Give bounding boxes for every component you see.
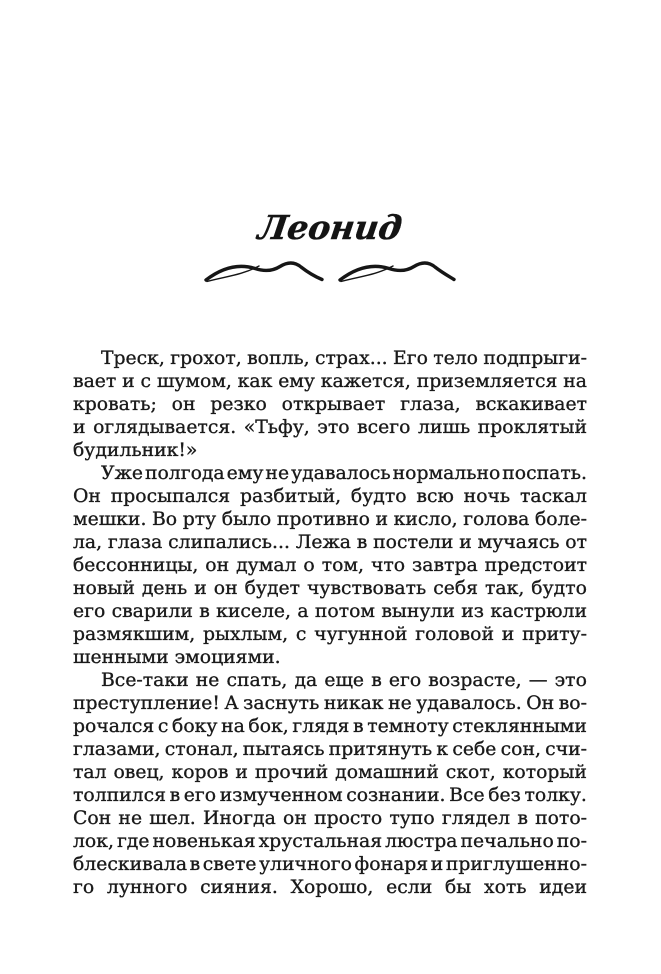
- text-line: [73, 761, 587, 784]
- word: с: [295, 624, 307, 645]
- word: Он: [526, 693, 555, 714]
- word: противно: [276, 509, 370, 530]
- word: Его: [393, 348, 428, 369]
- word: вынули: [381, 601, 455, 622]
- word: завтра: [412, 555, 478, 576]
- word: хоть: [484, 877, 527, 898]
- word: да: [294, 670, 318, 691]
- text-line: [73, 623, 587, 646]
- word: глядя: [292, 716, 350, 737]
- word: и: [459, 532, 472, 553]
- word: стеклянными: [452, 716, 587, 737]
- text-line: [73, 462, 587, 485]
- word: кастрюли: [490, 601, 587, 622]
- word: Уже: [101, 463, 143, 484]
- word: люстра: [385, 831, 458, 852]
- word: бы: [444, 877, 472, 898]
- word: пытаясь: [242, 739, 325, 760]
- text-line: [73, 370, 587, 393]
- word: тупо: [389, 808, 435, 829]
- chapter-title: Леонид: [255, 208, 405, 247]
- word: го: [73, 877, 95, 898]
- text-line: [73, 416, 587, 439]
- word: резко: [210, 394, 267, 415]
- word: грохот,: [170, 348, 242, 369]
- word: вскакивает: [475, 394, 587, 415]
- word: таскал: [519, 486, 587, 507]
- paragraph: [73, 347, 587, 462]
- word: идеи: [539, 877, 587, 898]
- chapter-header: [74, 208, 586, 248]
- wavy-flourish-icon: [203, 252, 457, 286]
- text-line: [73, 692, 587, 715]
- word: в: [517, 808, 528, 829]
- word: по-: [556, 831, 587, 852]
- word: потом: [314, 601, 376, 622]
- word: возрасте,: [428, 670, 522, 691]
- word: приземляется: [416, 371, 558, 392]
- word: прочий: [254, 762, 329, 783]
- word: просыпался: [110, 486, 231, 507]
- word: —: [528, 670, 548, 691]
- word: он: [205, 555, 230, 576]
- word: это: [317, 417, 350, 438]
- word: кровать;: [73, 394, 157, 415]
- word: «Тьфу,: [243, 417, 310, 438]
- word: скот,: [445, 762, 496, 783]
- word: который: [502, 762, 587, 783]
- paragraph: [73, 669, 587, 899]
- word: удавалось.: [416, 693, 522, 714]
- word: фонаря: [354, 854, 429, 875]
- word: глаза,: [400, 394, 461, 415]
- word: хрустальная: [258, 831, 383, 852]
- word: вопль,: [247, 348, 310, 369]
- word: вает: [73, 371, 117, 392]
- word: чувствовать: [307, 578, 427, 599]
- word: боле-: [534, 509, 587, 530]
- text-line: [73, 600, 587, 623]
- word: боку: [172, 716, 218, 737]
- word: Лежа: [295, 532, 351, 553]
- word: нормально: [392, 463, 501, 484]
- word: его: [183, 785, 217, 806]
- word: слипались...: [168, 532, 290, 553]
- word: киселе,: [216, 601, 292, 622]
- word: размякшим,: [73, 624, 196, 645]
- word: открывает: [281, 394, 386, 415]
- word: и: [122, 371, 135, 392]
- word: Во: [152, 509, 178, 530]
- word: не: [388, 693, 412, 714]
- word: рочался: [73, 716, 155, 737]
- word: если: [386, 877, 433, 898]
- word: к: [436, 739, 449, 760]
- word: голова: [463, 509, 530, 530]
- word: с: [157, 716, 169, 737]
- word: и: [375, 509, 389, 530]
- word: в: [199, 601, 210, 622]
- word: из: [461, 601, 484, 622]
- word: уличного: [259, 854, 352, 875]
- word: страх...: [315, 348, 388, 369]
- text-line: [73, 531, 587, 554]
- word: в: [169, 785, 181, 806]
- word: приглушенно-: [445, 854, 587, 875]
- word: было: [221, 509, 272, 530]
- word: рту: [182, 509, 217, 530]
- word: он: [283, 808, 307, 829]
- word: Все: [449, 785, 485, 806]
- word: овец,: [113, 762, 165, 783]
- word: темноту: [367, 716, 449, 737]
- text-line: [73, 554, 587, 577]
- text-line: будильник!»: [73, 440, 198, 461]
- text-line: [73, 485, 587, 508]
- word: ему: [278, 371, 315, 392]
- word: лишь: [418, 417, 471, 438]
- word: Треск,: [101, 348, 165, 369]
- word: печально: [460, 831, 554, 852]
- word: думал: [236, 555, 297, 576]
- word: где: [116, 831, 150, 852]
- word: себя: [433, 578, 479, 599]
- word: мучаясь: [477, 532, 560, 553]
- word: сварили: [111, 601, 193, 622]
- word: пото-: [535, 808, 587, 829]
- word: Он: [73, 486, 101, 507]
- text-line: [73, 784, 587, 807]
- word: не: [195, 670, 220, 691]
- word: в: [189, 854, 201, 875]
- word: домашний: [335, 762, 439, 783]
- word: преступление!: [73, 693, 220, 714]
- word: блескивала: [73, 854, 188, 875]
- word: мешки.: [73, 509, 147, 530]
- body-text: [73, 347, 587, 899]
- word: в: [356, 532, 368, 553]
- word: будто: [350, 486, 407, 507]
- word: сознании.: [346, 785, 446, 806]
- text-line: [73, 577, 587, 600]
- word: еще: [324, 670, 365, 691]
- word: день: [141, 578, 188, 599]
- paragraph: [73, 462, 587, 669]
- word: Хорошо,: [290, 877, 374, 898]
- word: А: [224, 693, 239, 714]
- text-line: [73, 853, 587, 876]
- word: и: [235, 762, 248, 783]
- word: чугунной: [314, 624, 408, 645]
- word: заснуть: [243, 693, 320, 714]
- word: в: [353, 716, 364, 737]
- word: Все-таки: [101, 670, 189, 691]
- word: счи-: [545, 739, 587, 760]
- word: оглядывается.: [93, 417, 237, 438]
- word: в: [371, 670, 382, 691]
- word: Иногда: [202, 808, 276, 829]
- word: он: [213, 578, 238, 599]
- word: себе: [452, 739, 497, 760]
- word: так,: [485, 578, 525, 599]
- word: лунного: [106, 877, 188, 898]
- word: никак: [323, 693, 384, 714]
- word: это: [554, 670, 587, 691]
- word: тал: [73, 762, 107, 783]
- text-line: [73, 876, 587, 899]
- word: проклятый: [477, 417, 587, 438]
- word: лок,: [73, 831, 114, 852]
- word: на: [563, 371, 587, 392]
- word: рыхлым,: [203, 624, 289, 645]
- word: всю: [416, 486, 454, 507]
- word: от: [565, 532, 587, 553]
- text-line: [73, 715, 587, 738]
- word: без: [488, 785, 521, 806]
- text-line: [73, 347, 587, 370]
- word: постели: [373, 532, 454, 553]
- word: кисло,: [393, 509, 458, 530]
- word: глаза: [107, 532, 163, 553]
- word: толпился: [73, 785, 166, 806]
- text-line: шенными эмоциями.: [73, 647, 281, 668]
- word: а: [297, 601, 309, 622]
- text-line: [73, 830, 587, 853]
- word: бессонницы,: [73, 555, 199, 576]
- word: новый: [73, 578, 135, 599]
- text-line: [73, 508, 587, 531]
- word: спать,: [226, 670, 288, 691]
- word: измученном: [219, 785, 343, 806]
- word: на: [221, 716, 245, 737]
- word: том,: [321, 555, 364, 576]
- word: кажется,: [320, 371, 411, 392]
- word: свете: [202, 854, 257, 875]
- word: и: [430, 854, 444, 875]
- word: поспать.: [502, 463, 587, 484]
- word: что: [370, 555, 406, 576]
- text-line: [73, 669, 587, 692]
- word: ему: [226, 463, 264, 484]
- word: будто: [531, 578, 587, 599]
- word: шел.: [149, 808, 196, 829]
- word: ла,: [73, 532, 103, 553]
- word: его: [73, 601, 106, 622]
- word: глядел: [441, 808, 511, 829]
- word: полгода: [144, 463, 225, 484]
- word: глазами,: [73, 739, 161, 760]
- word: головой: [415, 624, 494, 645]
- word: его: [388, 670, 422, 691]
- word: во-: [558, 693, 587, 714]
- word: предстоит: [484, 555, 587, 576]
- word: тело: [433, 348, 478, 369]
- word: о: [303, 555, 315, 576]
- text-line: [73, 738, 587, 761]
- word: Сон: [73, 808, 112, 829]
- word: разбитый,: [239, 486, 342, 507]
- word: не: [265, 463, 290, 484]
- word: просто: [314, 808, 383, 829]
- chapter-ornament-flourish: [74, 252, 586, 286]
- word: с: [140, 371, 151, 392]
- word: бок,: [248, 716, 289, 737]
- word: ночь: [463, 486, 511, 507]
- word: новенькая: [152, 831, 256, 852]
- word: он: [171, 394, 196, 415]
- word: стонал,: [164, 739, 239, 760]
- word: как: [237, 371, 273, 392]
- word: подпрыги-: [483, 348, 587, 369]
- word: и: [194, 578, 207, 599]
- word: приту-: [522, 624, 587, 645]
- word: будет: [244, 578, 301, 599]
- word: не: [118, 808, 143, 829]
- word: и: [73, 417, 86, 438]
- text-line: [73, 807, 587, 830]
- word: коров: [171, 762, 229, 783]
- word: толку.: [524, 785, 587, 806]
- word: сияния.: [200, 877, 278, 898]
- word: шумом,: [156, 371, 232, 392]
- word: всего: [357, 417, 411, 438]
- word: притянуть: [328, 739, 433, 760]
- word: и: [501, 624, 515, 645]
- word: сон,: [500, 739, 541, 760]
- text-line: [73, 393, 587, 416]
- word: удавалось: [291, 463, 391, 484]
